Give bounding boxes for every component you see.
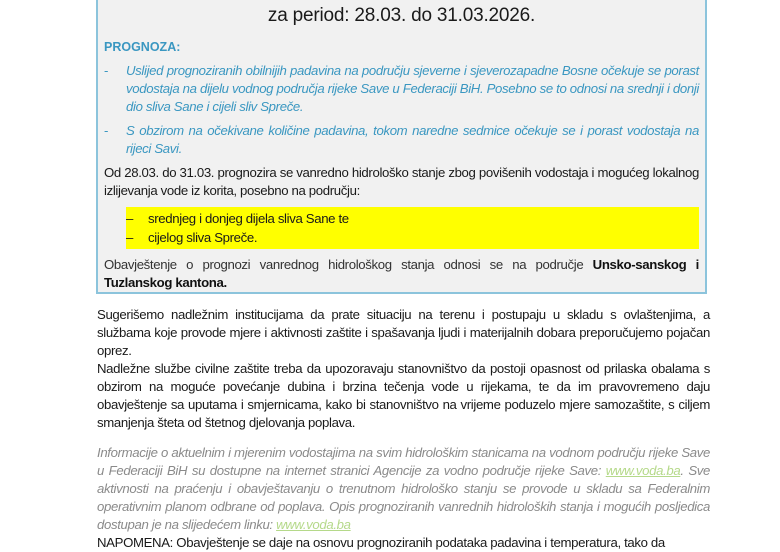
period-title: za period: 28.03. do 31.03.2026. [267, 5, 536, 26]
forecast-bullet [104, 122, 699, 158]
item-text: srednjeg i donjeg dijela sliva Sane te [148, 211, 349, 226]
paragraph-institutions: Sugerišemo nadležnim institucijama da prate situaciju na terenu i postupaju u skladu s ovlaštenjima, a službama koje provode mjere i aktivnosti zaštite i spašavanja ljudi i materijalnih dobara preporučujemo pojačan oprez. [97, 307, 710, 358]
prognoza-label: PROGNOZA: [104, 40, 181, 54]
highlighted-item [126, 228, 699, 247]
dash-marker: – [126, 230, 133, 245]
voda-link[interactable]: www.voda.ba [605, 463, 681, 478]
bullet-marker: - [104, 63, 109, 78]
voda-link[interactable]: www.voda.ba [276, 517, 351, 532]
dash-marker: – [126, 211, 133, 226]
bullet-text: S obzirom na očekivane količine padavina, tokom naredne sedmice očekuje se i porast vodostaja na rijeci Savi. [126, 123, 699, 156]
notice-text: Obavještenje o prognozi vanrednog hidrološkog stanja odnosi se na područje [104, 257, 593, 272]
forecast-bullet [104, 62, 699, 116]
bullet-marker: - [104, 123, 109, 138]
highlighted-areas [126, 207, 699, 249]
paragraph-civil-protection: Nadležne službe civilne zaštite treba da upozoravaju stanovništvo da postoji opasnost od prilaska obalama s obzirom na moguće povećanje dubina i brzina tečenja vode u rijekama, te da im pravovremeno daju obavještenje sa uputama i smjernicama, kako bi stanovništvo na vrijeme poduzelo mjere samozaštite, s ciljem smanjenja šteta od štetnog djelovanja poplava. [97, 361, 710, 430]
napomena-paragraph: NAPOMENA: Obavještenje se daje na osnovu prognoziranih podataka padavina i temperatura, tako da [97, 535, 665, 550]
item-text: cijelog sliva Spreče. [148, 230, 258, 245]
info-text: Informacije o aktuelnim i mjerenim vodostajima na svim hidrološkim stanicama na vodnom području rijeke Save u Federaciji BiH su dostupne na internet stranici Agencije za vodno područje rijeke Save: [97, 445, 710, 478]
main-text [97, 306, 710, 552]
notice-cantons: Unsko-sanskog i Tuzlanskog kantona. [104, 257, 699, 290]
highlighted-item [126, 209, 699, 228]
info-text: . Sve aktivnosti na praćenju i obavještavanju o trenutnom hidrološko stanju se provode u skladu sa Federalnim operativnim planom odbrane od poplava. Opis prognoziranih vanrednih hidroloških stanja i mogućih posljedica dostupan je na slijedećem linku: [97, 463, 710, 532]
info-paragraph [97, 444, 710, 534]
forecast-box [96, 0, 707, 294]
forecast-paragraph: Od 28.03. do 31.03. prognozira se vanredno hidrološko stanje zbog povišenih vodostaja i mogućeg lokalnog izlijevanja vode iz korita, posebno na području: [104, 165, 699, 198]
notice-paragraph [104, 256, 699, 292]
bullet-text: Uslijed prognoziranih obilnijih padavina na području sjeverne i sjeverozapadne Bosne očekuje se porast vodostaja na dijelu vodnog područja rijeke Save u Federaciji BiH. Posebno se to odnosi na srednji i donji dio sliva Sane i cijeli sliv Spreče. [126, 63, 699, 114]
